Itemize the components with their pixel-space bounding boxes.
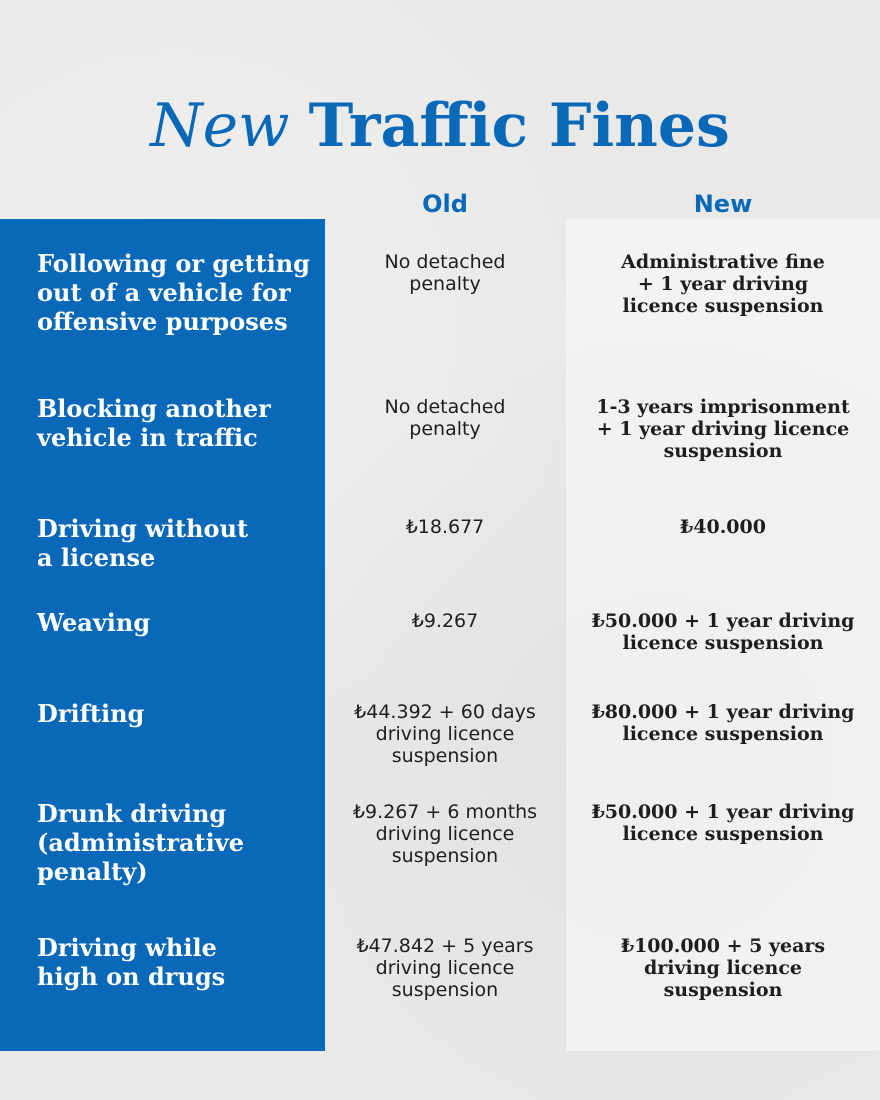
old-fine-following: No detached penalty [384,251,506,295]
old-fine-drunk: ₺9.267 + 6 months driving licence suspension [352,801,538,867]
column-header-new: New [693,190,753,218]
new-fine-no-license: ₺40.000 [680,516,766,538]
new-fine-drugs: ₺100.000 + 5 years driving licence suspension [620,935,826,1001]
old-fine-drugs: ₺47.842 + 5 years driving licence suspension [356,935,534,1001]
old-fine-blocking: No detached penalty [384,396,506,440]
row-label-following: Following or getting out of a vehicle for offensive purposes [37,249,310,336]
new-fine-blocking: 1-3 years imprisonment + 1 year driving licence suspension [596,396,850,462]
row-label-drifting: Drifting [37,699,145,728]
new-fine-following: Administrative fine + 1 year driving licence suspension [621,251,825,317]
new-fine-drunk: ₺50.000 + 1 year driving licence suspension [591,801,855,845]
new-fine-drifting: ₺80.000 + 1 year driving licence suspension [591,701,855,745]
new-fine-weaving: ₺50.000 + 1 year driving licence suspension [591,610,855,654]
title-new-word: New [150,91,290,161]
column-header-old: Old [422,190,468,218]
row-label-no-license: Driving without a license [37,514,249,572]
page-title [0,88,880,164]
old-fine-drifting: ₺44.392 + 60 days driving licence suspension [354,701,536,767]
row-label-drugs: Driving while high on drugs [37,933,226,991]
row-label-weaving: Weaving [37,608,151,637]
row-label-blocking: Blocking another vehicle in traffic [37,394,271,452]
row-label-drunk: Drunk driving (administrative penalty) [37,799,244,886]
title-traffic-fines: Traffic Fines [308,91,730,161]
old-fine-no-license: ₺18.677 [405,516,485,538]
old-fine-weaving: ₺9.267 [411,610,479,632]
